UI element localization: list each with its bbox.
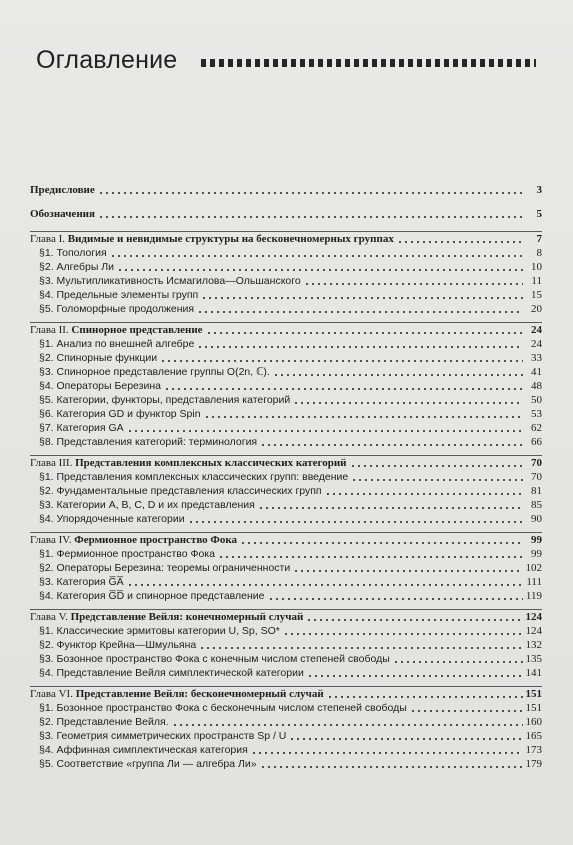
page-number: 15 — [531, 289, 542, 301]
dot-leader — [201, 297, 523, 299]
section-entry[interactable] — [30, 624, 542, 638]
section-entry-title: §1. Анализ по внешней алгебре — [39, 338, 195, 350]
dot-leader — [410, 710, 523, 712]
dot-leader — [304, 283, 523, 285]
page-number: 85 — [531, 499, 542, 511]
dot-leader — [293, 570, 522, 572]
section-entry-title: §5. Категории, функторы, представления категорий — [39, 394, 291, 406]
section-entry[interactable] — [30, 302, 542, 316]
chapter-title: Видимые и невидимые структуры на бесконечномерных группах — [67, 233, 394, 245]
page-number: 48 — [531, 380, 542, 392]
section-entry-title: §1. Представления комплексных классических групп: введение — [39, 471, 349, 483]
page-number: 50 — [531, 394, 542, 406]
page-number: 62 — [531, 422, 542, 434]
front-matter-entry[interactable] — [30, 207, 542, 221]
page-number: 81 — [531, 485, 542, 497]
page-number: 7 — [536, 233, 542, 245]
section-entry[interactable] — [30, 575, 542, 589]
page-number: 10 — [531, 261, 542, 273]
dot-leader — [98, 216, 523, 218]
chapter-title: Представление Вейля: конечномерный случай — [70, 611, 304, 623]
section-entry-title: §3. Бозонное пространство Фока с конечным числом степеней свободы — [39, 653, 390, 665]
page-number: 124 — [525, 625, 542, 637]
section-entry-title: §8. Представления категорий: терминология — [39, 436, 258, 448]
chapter-entry-title — [30, 456, 347, 470]
section-entry-title: §4. Упорядоченные категории — [39, 513, 185, 525]
page-number: 132 — [525, 639, 542, 651]
page-number: 3 — [536, 184, 542, 196]
section-entry-title: §2. Функтор Крейна—Шмульяна — [39, 639, 197, 651]
page-number: 11 — [531, 275, 542, 287]
page-number: 8 — [536, 247, 542, 259]
page-number: 20 — [531, 303, 542, 315]
dot-leader — [327, 696, 523, 698]
section-entry-title: §4. Представление Вейля симплектической категории — [39, 667, 304, 679]
chapter-title: Фермионное пространство Фока — [74, 534, 238, 546]
chapter-title: Спинорное представление — [71, 324, 203, 336]
dot-leader — [197, 346, 523, 348]
chapter-label: Глава VI. — [30, 688, 73, 700]
dot-leader — [218, 556, 523, 558]
chapter-entry-title — [30, 687, 324, 701]
chapter-entry-title — [30, 323, 203, 337]
page-number: 70 — [531, 471, 542, 483]
section-entry[interactable] — [30, 729, 542, 743]
chapter-title: Представления комплексных классических категорий — [75, 457, 347, 469]
section-entry[interactable] — [30, 337, 542, 351]
chapter-label: Глава V. — [30, 611, 68, 623]
section-entry[interactable] — [30, 701, 542, 715]
dot-leader — [260, 444, 523, 446]
section-entry-title: §1. Классические эрмитовы категории U, Sp, SO* — [39, 625, 280, 637]
section-entry-title: §2. Представление Вейля. — [39, 716, 169, 728]
dot-leader — [98, 192, 523, 194]
dot-leader — [260, 766, 523, 768]
section-entry-title: §3. Категории A, B, C, D и их представления — [39, 499, 255, 511]
section-entry-title: §2. Фундаментальные представления классических групп — [39, 485, 322, 497]
section-entry[interactable] — [30, 743, 542, 757]
chapter-entry[interactable] — [30, 232, 542, 246]
chapter-label: Глава I. — [30, 233, 65, 245]
dot-leader — [206, 332, 523, 334]
page-number: 151 — [525, 688, 542, 700]
section-entry[interactable] — [30, 421, 542, 435]
page-number: 24 — [531, 324, 542, 336]
dot-leader — [325, 493, 523, 495]
section-entry-title: §4. Предельные элементы групп — [39, 289, 199, 301]
chapter-entry-title — [30, 232, 394, 246]
page-number: 53 — [531, 408, 542, 420]
section-entry[interactable] — [30, 757, 542, 771]
section-entry[interactable] — [30, 393, 542, 407]
page-title: Оглавление — [36, 45, 178, 74]
section-entry-title: §4. Операторы Березина — [39, 380, 161, 392]
section-entry[interactable] — [30, 484, 542, 498]
page-number: 90 — [531, 513, 542, 525]
page-number: 124 — [525, 611, 542, 623]
section-entry[interactable] — [30, 589, 542, 603]
section-entry-title: §3. Категория G̅A̅ — [39, 576, 124, 588]
section-entry-title: §3. Спинорное представление группы O(2n, ℂ). — [39, 366, 270, 378]
section-entry[interactable] — [30, 561, 542, 575]
section-entry[interactable] — [30, 260, 542, 274]
dot-leader — [127, 584, 523, 586]
chapter-label: Глава II. — [30, 324, 69, 336]
dot-leader — [117, 269, 523, 271]
page-number: 102 — [525, 562, 542, 574]
dot-leader — [283, 633, 523, 635]
page-number: 70 — [531, 457, 542, 469]
section-entry[interactable] — [30, 435, 542, 449]
chapter-entry-title — [30, 610, 303, 624]
section-entry-title: §2. Алгебры Ли — [39, 261, 115, 273]
page-number: 135 — [525, 653, 542, 665]
section-entry-title: §4. Категория G̅D̅ и спинорное представление — [39, 590, 265, 602]
front-matter-entry[interactable] — [30, 183, 542, 197]
section-entry[interactable] — [30, 638, 542, 652]
spacer — [30, 221, 542, 231]
dot-leader — [197, 311, 523, 313]
section-entry[interactable] — [30, 470, 542, 484]
page-number: 119 — [525, 590, 542, 602]
section-entry[interactable] — [30, 379, 542, 393]
section-entry-title: §1. Топология — [39, 247, 107, 259]
dot-leader — [289, 738, 522, 740]
dot-leader — [307, 675, 523, 677]
spacer — [30, 771, 542, 777]
section-entry[interactable] — [30, 407, 542, 421]
chapter-label: Глава III. — [30, 457, 73, 469]
dot-leader — [204, 416, 523, 418]
page-number: 24 — [531, 338, 542, 350]
dot-leader — [199, 647, 522, 649]
dot-leader — [110, 255, 523, 257]
page-number: 41 — [531, 366, 542, 378]
dot-leader — [164, 388, 523, 390]
dot-leader — [350, 465, 523, 467]
section-entry[interactable] — [30, 274, 542, 288]
page-number: 160 — [525, 716, 542, 728]
chapter-entry[interactable] — [30, 323, 542, 337]
section-entry-title: §1. Фермионное пространство Фока — [39, 548, 215, 560]
section-entry-title: §7. Категория GA — [39, 422, 124, 434]
section-entry-title: §3. Мультипликативность Исмагилова—Ольшанского — [39, 275, 301, 287]
section-entry[interactable] — [30, 512, 542, 526]
spacer — [30, 197, 542, 207]
section-entry[interactable] — [30, 288, 542, 302]
page-number: 99 — [531, 548, 542, 560]
section-entry-title: §4. Аффинная симплектическая категория — [39, 744, 248, 756]
dot-leader — [393, 661, 523, 663]
dot-leader — [293, 402, 523, 404]
dot-leader — [268, 598, 523, 600]
section-entry[interactable] — [30, 547, 542, 561]
page-number: 33 — [531, 352, 542, 364]
section-entry[interactable] — [30, 498, 542, 512]
front-matter-entry-title: Предисловие — [30, 184, 95, 196]
page-number: 99 — [531, 534, 542, 546]
dot-leader — [188, 521, 523, 523]
page-number: 173 — [525, 744, 542, 756]
section-entry[interactable] — [30, 666, 542, 680]
page-number: 111 — [526, 576, 542, 588]
section-entry-title: §2. Спинорные функции — [39, 352, 158, 364]
section-entry[interactable] — [30, 351, 542, 365]
section-entry-title: §1. Бозонное пространство Фока с бесконечным числом степеней свободы — [39, 702, 407, 714]
dot-leader — [160, 360, 523, 362]
dot-leader — [240, 542, 523, 544]
front-matter-entry-title: Обозначения — [30, 208, 95, 220]
section-entry-title: §2. Операторы Березина: теоремы ограниченности — [39, 562, 291, 574]
dot-leader — [251, 752, 523, 754]
page-number: 5 — [536, 208, 542, 220]
dot-leader — [172, 724, 523, 726]
chapter-entry[interactable] — [30, 533, 542, 547]
table-of-contents — [30, 183, 542, 777]
dot-leader — [273, 374, 523, 376]
chapter-title: Представление Вейля: бесконечномерный случай — [75, 688, 324, 700]
dot-leader — [306, 619, 522, 621]
page-number: 179 — [525, 758, 542, 770]
section-entry[interactable] — [30, 652, 542, 666]
section-entry-title: §6. Категория GD и функтор Spin — [39, 408, 201, 420]
section-entry[interactable] — [30, 715, 542, 729]
title-row — [36, 40, 536, 80]
section-entry[interactable] — [30, 246, 542, 260]
dot-leader — [397, 241, 523, 243]
section-entry-title: §5. Голоморфные продолжения — [39, 303, 195, 315]
dot-leader — [351, 479, 523, 481]
page-number: 66 — [531, 436, 542, 448]
chapter-entry[interactable] — [30, 610, 542, 624]
page-number: 151 — [525, 702, 542, 714]
page-number: 141 — [525, 667, 542, 679]
chapter-entry[interactable] — [30, 456, 542, 470]
chapter-label: Глава IV. — [30, 534, 72, 546]
title-decorative-dots — [201, 59, 536, 67]
dot-leader — [258, 507, 523, 509]
page-number: 165 — [525, 730, 542, 742]
chapter-entry[interactable] — [30, 687, 542, 701]
section-entry-title: §5. Соответствие «группа Ли — алгебра Ли» — [39, 758, 257, 770]
chapter-entry-title — [30, 533, 237, 547]
dot-leader — [127, 430, 523, 432]
section-entry-title: §3. Геометрия симметрических пространств Sp / U — [39, 730, 287, 742]
section-entry[interactable] — [30, 365, 542, 379]
